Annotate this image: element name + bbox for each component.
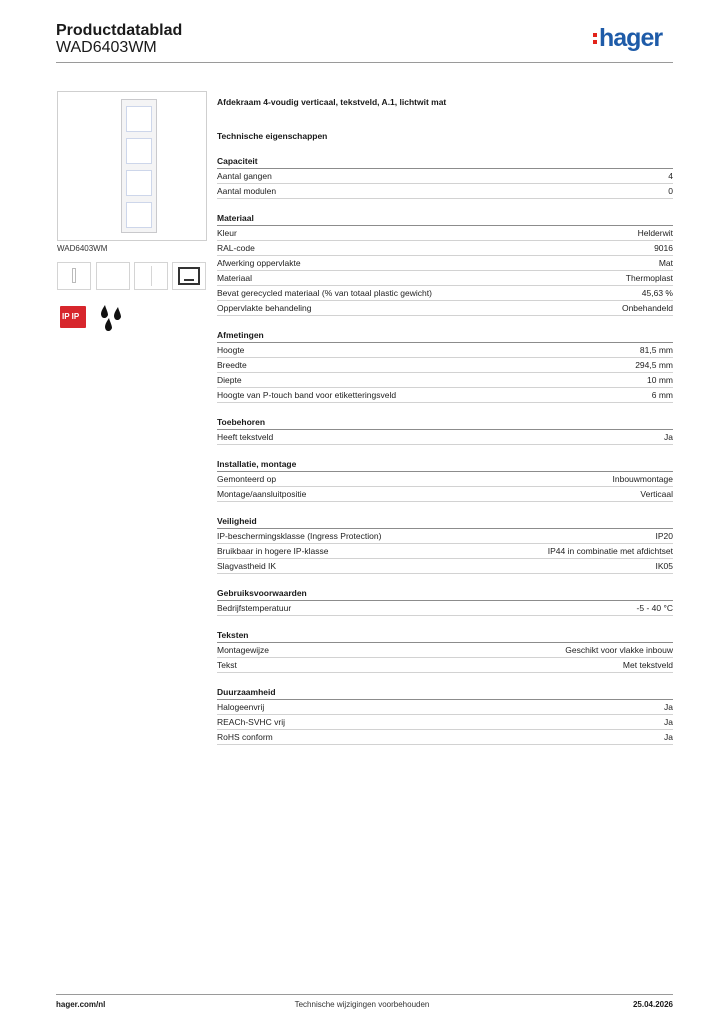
product-code: WAD6403WM <box>56 39 157 56</box>
spec-label: Heeft tekstveld <box>217 432 274 442</box>
section-title: Gebruiksvoorwaarden <box>217 586 673 601</box>
frame-blank-icon[interactable] <box>96 262 130 290</box>
spec-row <box>217 658 673 673</box>
section-heading: Technische eigenschappen <box>217 131 328 141</box>
spec-panel <box>217 96 673 745</box>
spec-row <box>217 715 673 730</box>
spec-row <box>217 169 673 184</box>
spec-row <box>217 256 673 271</box>
label-field-icon[interactable] <box>172 262 206 290</box>
section-title: Installatie, montage <box>217 457 673 472</box>
spec-label: Afwerking oppervlakte <box>217 258 301 268</box>
spec-row <box>217 241 673 256</box>
product-image <box>57 91 207 241</box>
header-divider <box>56 62 673 63</box>
spec-label: RAL-code <box>217 243 255 253</box>
spec-row <box>217 430 673 445</box>
section-title: Duurzaamheid <box>217 685 673 700</box>
logo-dot-icon <box>593 33 597 37</box>
section-title: Toebehoren <box>217 415 673 430</box>
spec-label: Halogeenvrij <box>217 702 265 712</box>
product-description: Afdekraam 4-voudig verticaal, tekstveld, A.1, lichtwit mat <box>217 97 447 107</box>
spec-row <box>217 388 673 403</box>
spec-section <box>217 328 673 403</box>
footer-website[interactable]: hager.com/nl <box>56 1000 106 1009</box>
section-title: Afmetingen <box>217 328 673 343</box>
side-line <box>151 266 152 286</box>
spec-row <box>217 301 673 316</box>
spec-value: IP44 in combinatie met afdichtset <box>547 546 673 556</box>
spec-label: Bevat gerecycled materiaal (% van totaal plastic gewicht) <box>217 288 432 298</box>
footer-divider <box>56 994 673 995</box>
spec-label: Oppervlakte behandeling <box>217 303 312 313</box>
spec-row <box>217 643 673 658</box>
spec-label: Breedte <box>217 360 247 370</box>
water-drops-icon <box>96 301 128 333</box>
frame-opening <box>126 106 152 132</box>
spec-row <box>217 226 673 241</box>
spec-label: IP-beschermingsklasse (Ingress Protection) <box>217 531 382 541</box>
spec-row <box>217 700 673 715</box>
spec-label: Montage/aansluitpositie <box>217 489 307 499</box>
logo-text: hager <box>599 24 663 52</box>
spec-label: Aantal modulen <box>217 186 277 196</box>
spec-value: Inbouwmontage <box>612 474 673 484</box>
spec-section <box>217 415 673 445</box>
spec-section <box>217 154 673 199</box>
label-bar <box>184 279 194 281</box>
spec-row <box>217 544 673 559</box>
footer-date: 25.04.2026 <box>632 1000 673 1009</box>
spec-row <box>217 184 673 199</box>
spec-label: Montagewijze <box>217 645 269 655</box>
label-frame <box>178 267 200 285</box>
spec-label: Hoogte <box>217 345 245 355</box>
spec-sections <box>217 154 673 745</box>
spec-row <box>217 487 673 502</box>
spec-value: 10 mm <box>647 375 673 385</box>
spec-value: Mat <box>658 258 673 268</box>
spec-value: Ja <box>664 717 673 727</box>
spec-value: 81,5 mm <box>639 345 673 355</box>
spec-row <box>217 730 673 745</box>
section-title: Veiligheid <box>217 514 673 529</box>
spec-row <box>217 358 673 373</box>
spec-row <box>217 529 673 544</box>
spec-label: Hoogte van P-touch band voor etiketteringsveld <box>217 390 397 400</box>
spec-label: Diepte <box>217 375 242 385</box>
slot-shape <box>72 268 76 283</box>
spec-label: Bedrijfstemperatuur <box>217 603 292 613</box>
spec-value: Ja <box>664 732 673 742</box>
spec-label: Aantal gangen <box>217 171 272 181</box>
spec-value: 6 mm <box>651 390 673 400</box>
frame-opening <box>126 138 152 164</box>
spec-label: RoHS conform <box>217 732 273 742</box>
spec-value: Thermoplast <box>625 273 673 283</box>
spec-label: Gemonteerd op <box>217 474 277 484</box>
spec-value: 4 <box>668 171 673 181</box>
spec-section <box>217 685 673 745</box>
spec-value: IK05 <box>655 561 673 571</box>
spec-value: IP20 <box>655 531 673 541</box>
spec-value: 45,63 % <box>641 288 673 298</box>
frame-opening <box>126 170 152 196</box>
section-title: Materiaal <box>217 211 673 226</box>
spec-label: Bruikbaar in hogere IP-klasse <box>217 546 329 556</box>
spec-label: Materiaal <box>217 273 252 283</box>
frame-side-icon[interactable] <box>134 262 168 290</box>
spec-section <box>217 211 673 316</box>
spec-value: -5 - 40 °C <box>636 603 673 613</box>
spec-label: REACh-SVHC vrij <box>217 717 286 727</box>
frame-opening <box>126 202 152 228</box>
section-title: Capaciteit <box>217 154 673 169</box>
spec-value: Verticaal <box>640 489 673 499</box>
footer-disclaimer: Technische wijzigingen voorbehouden <box>294 1000 430 1009</box>
cover-frame-illustration <box>121 99 157 233</box>
spec-row <box>217 472 673 487</box>
ip-rating-text: IP IP <box>62 312 80 321</box>
hager-logo <box>593 24 673 56</box>
section-title: Teksten <box>217 628 673 643</box>
spec-value: 294,5 mm <box>635 360 673 370</box>
spec-value: Onbehandeld <box>621 303 673 313</box>
spec-row <box>217 271 673 286</box>
logo-dot-icon <box>593 40 597 44</box>
spec-value: Helderwit <box>637 228 673 238</box>
page-title: Productdatablad <box>56 22 183 39</box>
spec-row <box>217 343 673 358</box>
ip-rating-icon <box>60 306 86 328</box>
spec-section <box>217 586 673 616</box>
spec-value: Ja <box>664 432 673 442</box>
spec-section <box>217 628 673 673</box>
spec-value: Ja <box>664 702 673 712</box>
image-caption: WAD6403WM <box>57 244 108 253</box>
spec-row <box>217 373 673 388</box>
spec-label: Kleur <box>217 228 237 238</box>
spec-row <box>217 601 673 616</box>
spec-value: Geschikt voor vlakke inbouw <box>565 645 673 655</box>
spec-row <box>217 286 673 301</box>
spec-section <box>217 457 673 502</box>
spec-value: Met tekstveld <box>622 660 673 670</box>
spec-section <box>217 514 673 574</box>
spec-label: Tekst <box>217 660 237 670</box>
spec-value: 0 <box>668 186 673 196</box>
spec-label: Slagvastheid IK <box>217 561 277 571</box>
spec-value: 9016 <box>654 243 673 253</box>
frame-front-icon[interactable] <box>57 262 91 290</box>
spec-row <box>217 559 673 574</box>
